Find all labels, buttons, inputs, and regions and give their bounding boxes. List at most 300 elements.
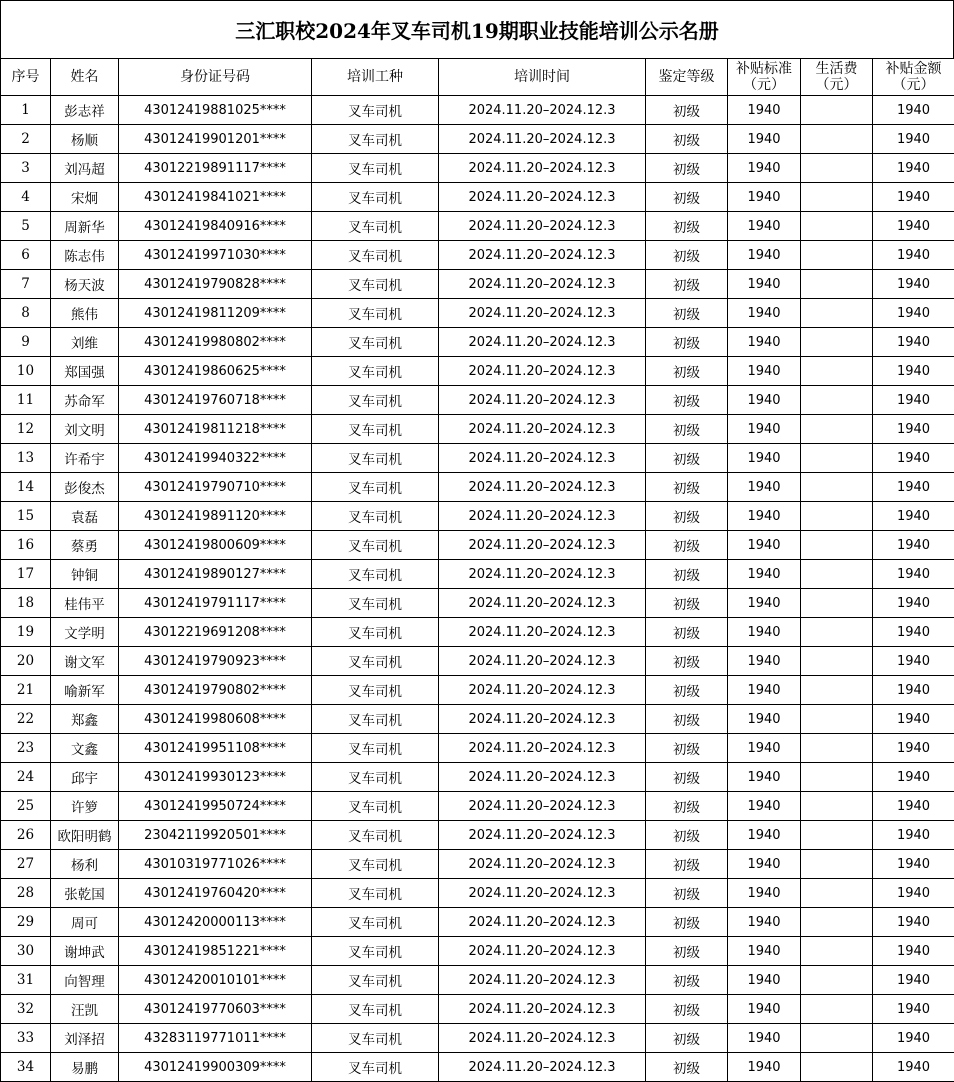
- cell-living-allowance: [801, 821, 873, 850]
- cell-living-allowance: [801, 763, 873, 792]
- cell-id-number: 43012219691208****: [119, 618, 312, 647]
- cell-trade: 叉车司机: [312, 966, 439, 995]
- cell-subsidy-amount: 1940: [873, 908, 954, 937]
- cell-subsidy-standard: 1940: [728, 531, 801, 560]
- cell-level: 初级: [646, 705, 728, 734]
- cell-trade: 叉车司机: [312, 618, 439, 647]
- cell-name: 袁磊: [51, 502, 119, 531]
- cell-subsidy-amount: 1940: [873, 1024, 954, 1053]
- cell-subsidy-standard: 1940: [728, 154, 801, 183]
- cell-training-period: 2024.11.20–2024.12.3: [439, 589, 646, 618]
- cell-training-period: 2024.11.20–2024.12.3: [439, 270, 646, 299]
- cell-trade: 叉车司机: [312, 589, 439, 618]
- cell-subsidy-standard: 1940: [728, 966, 801, 995]
- cell-id-number: 43012420000113****: [119, 908, 312, 937]
- cell-trade: 叉车司机: [312, 125, 439, 154]
- cell-living-allowance: [801, 299, 873, 328]
- cell-name: 欧阳明鹤: [51, 821, 119, 850]
- table-row: [1, 734, 954, 763]
- cell-subsidy-standard: 1940: [728, 212, 801, 241]
- cell-subsidy-amount: 1940: [873, 705, 954, 734]
- cell-name: 易鹏: [51, 1053, 119, 1082]
- cell-level: 初级: [646, 1024, 728, 1053]
- cell-living-allowance: [801, 1053, 873, 1082]
- cell-subsidy-amount: 1940: [873, 850, 954, 879]
- cell-training-period: 2024.11.20–2024.12.3: [439, 937, 646, 966]
- cell-living-allowance: [801, 154, 873, 183]
- cell-subsidy-standard: 1940: [728, 241, 801, 270]
- cell-living-allowance: [801, 328, 873, 357]
- cell-living-allowance: [801, 676, 873, 705]
- cell-subsidy-amount: 1940: [873, 183, 954, 212]
- cell-id-number: 43012419940322****: [119, 444, 312, 473]
- cell-level: 初级: [646, 589, 728, 618]
- cell-subsidy-standard: 1940: [728, 560, 801, 589]
- cell-subsidy-amount: 1940: [873, 676, 954, 705]
- cell-living-allowance: [801, 125, 873, 154]
- table-row: [1, 386, 954, 415]
- header-subsidy-standard: 补贴标准（元）: [728, 59, 801, 96]
- cell-name: 刘文明: [51, 415, 119, 444]
- cell-name: 文鑫: [51, 734, 119, 763]
- cell-training-period: 2024.11.20–2024.12.3: [439, 676, 646, 705]
- cell-id-number: 23042119920501****: [119, 821, 312, 850]
- cell-level: 初级: [646, 125, 728, 154]
- cell-name: 向智理: [51, 966, 119, 995]
- cell-living-allowance: [801, 705, 873, 734]
- cell-name: 陈志伟: [51, 241, 119, 270]
- cell-subsidy-amount: 1940: [873, 1053, 954, 1082]
- cell-name: 张乾国: [51, 879, 119, 908]
- cell-subsidy-amount: 1940: [873, 415, 954, 444]
- cell-name: 刘泽招: [51, 1024, 119, 1053]
- table-row: [1, 531, 954, 560]
- cell-id-number: 43012419851221****: [119, 937, 312, 966]
- cell-training-period: 2024.11.20–2024.12.3: [439, 357, 646, 386]
- cell-seq: 32: [1, 995, 51, 1024]
- cell-level: 初级: [646, 879, 728, 908]
- cell-training-period: 2024.11.20–2024.12.3: [439, 1024, 646, 1053]
- table-row: [1, 183, 954, 212]
- cell-subsidy-standard: 1940: [728, 705, 801, 734]
- cell-subsidy-standard: 1940: [728, 763, 801, 792]
- cell-living-allowance: [801, 734, 873, 763]
- cell-training-period: 2024.11.20–2024.12.3: [439, 1053, 646, 1082]
- cell-level: 初级: [646, 763, 728, 792]
- table-row: [1, 212, 954, 241]
- cell-training-period: 2024.11.20–2024.12.3: [439, 792, 646, 821]
- header-trade: 培训工种: [312, 59, 439, 96]
- cell-id-number: 43012419841021****: [119, 183, 312, 212]
- cell-seq: 29: [1, 908, 51, 937]
- cell-living-allowance: [801, 183, 873, 212]
- cell-level: 初级: [646, 270, 728, 299]
- cell-living-allowance: [801, 589, 873, 618]
- header-name: 姓名: [51, 59, 119, 96]
- cell-subsidy-amount: 1940: [873, 763, 954, 792]
- table-row: [1, 1053, 954, 1082]
- cell-seq: 12: [1, 415, 51, 444]
- cell-trade: 叉车司机: [312, 879, 439, 908]
- cell-subsidy-amount: 1940: [873, 154, 954, 183]
- cell-subsidy-amount: 1940: [873, 212, 954, 241]
- cell-level: 初级: [646, 96, 728, 125]
- cell-id-number: 43012419881025****: [119, 96, 312, 125]
- cell-id-number: 43012419790923****: [119, 647, 312, 676]
- table-row: [1, 154, 954, 183]
- table-row: [1, 270, 954, 299]
- cell-seq: 15: [1, 502, 51, 531]
- cell-subsidy-amount: 1940: [873, 995, 954, 1024]
- cell-subsidy-standard: 1940: [728, 502, 801, 531]
- cell-trade: 叉车司机: [312, 357, 439, 386]
- cell-living-allowance: [801, 560, 873, 589]
- cell-seq: 17: [1, 560, 51, 589]
- table-row: [1, 908, 954, 937]
- cell-id-number: 43012419791117****: [119, 589, 312, 618]
- cell-subsidy-amount: 1940: [873, 502, 954, 531]
- cell-level: 初级: [646, 850, 728, 879]
- cell-subsidy-standard: 1940: [728, 618, 801, 647]
- cell-trade: 叉车司机: [312, 763, 439, 792]
- cell-training-period: 2024.11.20–2024.12.3: [439, 415, 646, 444]
- cell-level: 初级: [646, 444, 728, 473]
- cell-name: 苏命军: [51, 386, 119, 415]
- cell-trade: 叉车司机: [312, 241, 439, 270]
- cell-living-allowance: [801, 241, 873, 270]
- table-row: [1, 415, 954, 444]
- cell-trade: 叉车司机: [312, 299, 439, 328]
- table-header-row: [1, 59, 954, 96]
- cell-trade: 叉车司机: [312, 1024, 439, 1053]
- table-row: [1, 792, 954, 821]
- cell-seq: 33: [1, 1024, 51, 1053]
- cell-training-period: 2024.11.20–2024.12.3: [439, 966, 646, 995]
- cell-name: 宋炯: [51, 183, 119, 212]
- cell-seq: 1: [1, 96, 51, 125]
- cell-seq: 14: [1, 473, 51, 502]
- cell-subsidy-standard: 1940: [728, 270, 801, 299]
- table-row: [1, 647, 954, 676]
- cell-training-period: 2024.11.20–2024.12.3: [439, 299, 646, 328]
- cell-trade: 叉车司机: [312, 937, 439, 966]
- header-id-number: 身份证号码: [119, 59, 312, 96]
- cell-name: 杨顺: [51, 125, 119, 154]
- cell-trade: 叉车司机: [312, 473, 439, 502]
- cell-subsidy-standard: 1940: [728, 299, 801, 328]
- cell-level: 初级: [646, 154, 728, 183]
- cell-id-number: 43012419950724****: [119, 792, 312, 821]
- cell-subsidy-amount: 1940: [873, 328, 954, 357]
- cell-seq: 11: [1, 386, 51, 415]
- cell-training-period: 2024.11.20–2024.12.3: [439, 212, 646, 241]
- cell-level: 初级: [646, 386, 728, 415]
- cell-seq: 34: [1, 1053, 51, 1082]
- cell-subsidy-amount: 1940: [873, 299, 954, 328]
- cell-subsidy-amount: 1940: [873, 821, 954, 850]
- table-row: [1, 995, 954, 1024]
- cell-name: 刘维: [51, 328, 119, 357]
- cell-level: 初级: [646, 734, 728, 763]
- cell-level: 初级: [646, 531, 728, 560]
- table-row: [1, 125, 954, 154]
- cell-subsidy-standard: 1940: [728, 792, 801, 821]
- cell-subsidy-standard: 1940: [728, 734, 801, 763]
- table-row: [1, 357, 954, 386]
- cell-trade: 叉车司机: [312, 1053, 439, 1082]
- cell-subsidy-amount: 1940: [873, 270, 954, 299]
- cell-level: 初级: [646, 908, 728, 937]
- cell-id-number: 43012419900309****: [119, 1053, 312, 1082]
- cell-name: 桂伟平: [51, 589, 119, 618]
- cell-trade: 叉车司机: [312, 96, 439, 125]
- cell-name: 邱宇: [51, 763, 119, 792]
- cell-name: 许希宇: [51, 444, 119, 473]
- cell-name: 谢文军: [51, 647, 119, 676]
- table-row: [1, 821, 954, 850]
- table-row: [1, 560, 954, 589]
- cell-trade: 叉车司机: [312, 734, 439, 763]
- cell-living-allowance: [801, 270, 873, 299]
- cell-seq: 5: [1, 212, 51, 241]
- table-row: [1, 473, 954, 502]
- cell-living-allowance: [801, 879, 873, 908]
- cell-training-period: 2024.11.20–2024.12.3: [439, 908, 646, 937]
- cell-living-allowance: [801, 908, 873, 937]
- cell-subsidy-amount: 1940: [873, 966, 954, 995]
- cell-seq: 18: [1, 589, 51, 618]
- cell-training-period: 2024.11.20–2024.12.3: [439, 473, 646, 502]
- cell-subsidy-standard: 1940: [728, 357, 801, 386]
- table-row: [1, 618, 954, 647]
- cell-level: 初级: [646, 328, 728, 357]
- cell-subsidy-amount: 1940: [873, 560, 954, 589]
- cell-subsidy-standard: 1940: [728, 386, 801, 415]
- table-row: [1, 705, 954, 734]
- table-row: [1, 328, 954, 357]
- cell-living-allowance: [801, 850, 873, 879]
- cell-seq: 20: [1, 647, 51, 676]
- cell-id-number: 43012419790710****: [119, 473, 312, 502]
- cell-trade: 叉车司机: [312, 212, 439, 241]
- cell-living-allowance: [801, 995, 873, 1024]
- cell-level: 初级: [646, 1053, 728, 1082]
- cell-subsidy-amount: 1940: [873, 473, 954, 502]
- cell-name: 喻新军: [51, 676, 119, 705]
- cell-living-allowance: [801, 357, 873, 386]
- cell-seq: 2: [1, 125, 51, 154]
- cell-training-period: 2024.11.20–2024.12.3: [439, 821, 646, 850]
- cell-training-period: 2024.11.20–2024.12.3: [439, 618, 646, 647]
- cell-name: 许箩: [51, 792, 119, 821]
- cell-id-number: 43012419901201****: [119, 125, 312, 154]
- cell-id-number: 43012419930123****: [119, 763, 312, 792]
- cell-training-period: 2024.11.20–2024.12.3: [439, 125, 646, 154]
- cell-subsidy-amount: 1940: [873, 937, 954, 966]
- cell-level: 初级: [646, 676, 728, 705]
- cell-trade: 叉车司机: [312, 270, 439, 299]
- table-row: [1, 879, 954, 908]
- table-row: [1, 589, 954, 618]
- cell-id-number: 43012419980802****: [119, 328, 312, 357]
- cell-trade: 叉车司机: [312, 850, 439, 879]
- cell-trade: 叉车司机: [312, 821, 439, 850]
- cell-level: 初级: [646, 502, 728, 531]
- cell-seq: 24: [1, 763, 51, 792]
- cell-subsidy-amount: 1940: [873, 96, 954, 125]
- cell-seq: 8: [1, 299, 51, 328]
- cell-name: 谢坤武: [51, 937, 119, 966]
- cell-trade: 叉车司机: [312, 386, 439, 415]
- table-row: [1, 763, 954, 792]
- cell-level: 初级: [646, 415, 728, 444]
- cell-living-allowance: [801, 531, 873, 560]
- table-body: [1, 96, 954, 1082]
- cell-subsidy-amount: 1940: [873, 444, 954, 473]
- cell-training-period: 2024.11.20–2024.12.3: [439, 995, 646, 1024]
- cell-name: 刘冯超: [51, 154, 119, 183]
- cell-subsidy-standard: 1940: [728, 995, 801, 1024]
- cell-level: 初级: [646, 299, 728, 328]
- header-living-allowance: 生活费（元）: [801, 59, 873, 96]
- cell-id-number: 43012419770603****: [119, 995, 312, 1024]
- cell-training-period: 2024.11.20–2024.12.3: [439, 705, 646, 734]
- cell-id-number: 43012419790828****: [119, 270, 312, 299]
- cell-id-number: 43012419790802****: [119, 676, 312, 705]
- cell-seq: 28: [1, 879, 51, 908]
- cell-trade: 叉车司机: [312, 502, 439, 531]
- cell-living-allowance: [801, 502, 873, 531]
- cell-trade: 叉车司机: [312, 444, 439, 473]
- cell-living-allowance: [801, 618, 873, 647]
- cell-living-allowance: [801, 386, 873, 415]
- cell-name: 钟铜: [51, 560, 119, 589]
- cell-living-allowance: [801, 415, 873, 444]
- cell-level: 初级: [646, 618, 728, 647]
- cell-subsidy-standard: 1940: [728, 473, 801, 502]
- cell-name: 熊伟: [51, 299, 119, 328]
- cell-trade: 叉车司机: [312, 415, 439, 444]
- cell-subsidy-standard: 1940: [728, 125, 801, 154]
- cell-subsidy-amount: 1940: [873, 734, 954, 763]
- header-training-period: 培训时间: [439, 59, 646, 96]
- cell-level: 初级: [646, 995, 728, 1024]
- cell-level: 初级: [646, 357, 728, 386]
- cell-subsidy-standard: 1940: [728, 821, 801, 850]
- cell-id-number: 43012419891120****: [119, 502, 312, 531]
- cell-training-period: 2024.11.20–2024.12.3: [439, 96, 646, 125]
- table-row: [1, 937, 954, 966]
- cell-trade: 叉车司机: [312, 531, 439, 560]
- cell-training-period: 2024.11.20–2024.12.3: [439, 444, 646, 473]
- table-row: [1, 444, 954, 473]
- cell-trade: 叉车司机: [312, 705, 439, 734]
- cell-level: 初级: [646, 241, 728, 270]
- cell-training-period: 2024.11.20–2024.12.3: [439, 734, 646, 763]
- table-row: [1, 676, 954, 705]
- cell-level: 初级: [646, 183, 728, 212]
- cell-trade: 叉车司机: [312, 154, 439, 183]
- cell-name: 周新华: [51, 212, 119, 241]
- cell-subsidy-standard: 1940: [728, 96, 801, 125]
- cell-seq: 30: [1, 937, 51, 966]
- roster-table: [0, 58, 954, 1082]
- cell-name: 周可: [51, 908, 119, 937]
- cell-training-period: 2024.11.20–2024.12.3: [439, 502, 646, 531]
- cell-training-period: 2024.11.20–2024.12.3: [439, 183, 646, 212]
- cell-trade: 叉车司机: [312, 183, 439, 212]
- cell-living-allowance: [801, 647, 873, 676]
- cell-trade: 叉车司机: [312, 647, 439, 676]
- cell-living-allowance: [801, 444, 873, 473]
- cell-subsidy-standard: 1940: [728, 415, 801, 444]
- header-seq: 序号: [1, 59, 51, 96]
- cell-level: 初级: [646, 212, 728, 241]
- cell-living-allowance: [801, 473, 873, 502]
- cell-seq: 9: [1, 328, 51, 357]
- cell-training-period: 2024.11.20–2024.12.3: [439, 154, 646, 183]
- cell-level: 初级: [646, 821, 728, 850]
- cell-seq: 4: [1, 183, 51, 212]
- cell-id-number: 43012419971030****: [119, 241, 312, 270]
- cell-id-number: 43012419860625****: [119, 357, 312, 386]
- cell-subsidy-standard: 1940: [728, 850, 801, 879]
- cell-seq: 22: [1, 705, 51, 734]
- cell-subsidy-amount: 1940: [873, 241, 954, 270]
- cell-subsidy-standard: 1940: [728, 879, 801, 908]
- cell-name: 杨利: [51, 850, 119, 879]
- table-row: [1, 966, 954, 995]
- cell-living-allowance: [801, 212, 873, 241]
- cell-seq: 7: [1, 270, 51, 299]
- cell-subsidy-standard: 1940: [728, 676, 801, 705]
- cell-trade: 叉车司机: [312, 676, 439, 705]
- cell-name: 郑国强: [51, 357, 119, 386]
- cell-id-number: 43012419760420****: [119, 879, 312, 908]
- cell-trade: 叉车司机: [312, 908, 439, 937]
- cell-training-period: 2024.11.20–2024.12.3: [439, 386, 646, 415]
- cell-seq: 21: [1, 676, 51, 705]
- header-level: 鉴定等级: [646, 59, 728, 96]
- cell-id-number: 43012419951108****: [119, 734, 312, 763]
- cell-subsidy-standard: 1940: [728, 647, 801, 676]
- cell-seq: 13: [1, 444, 51, 473]
- cell-training-period: 2024.11.20–2024.12.3: [439, 560, 646, 589]
- cell-subsidy-amount: 1940: [873, 589, 954, 618]
- cell-name: 文学明: [51, 618, 119, 647]
- cell-seq: 25: [1, 792, 51, 821]
- cell-trade: 叉车司机: [312, 995, 439, 1024]
- cell-training-period: 2024.11.20–2024.12.3: [439, 531, 646, 560]
- cell-id-number: 43012419760718****: [119, 386, 312, 415]
- cell-training-period: 2024.11.20–2024.12.3: [439, 647, 646, 676]
- cell-subsidy-standard: 1940: [728, 1024, 801, 1053]
- cell-level: 初级: [646, 473, 728, 502]
- cell-subsidy-standard: 1940: [728, 1053, 801, 1082]
- cell-name: 杨天波: [51, 270, 119, 299]
- cell-level: 初级: [646, 937, 728, 966]
- cell-seq: 6: [1, 241, 51, 270]
- cell-id-number: 43012420010101****: [119, 966, 312, 995]
- cell-name: 郑鑫: [51, 705, 119, 734]
- cell-name: 蔡勇: [51, 531, 119, 560]
- cell-subsidy-standard: 1940: [728, 937, 801, 966]
- cell-seq: 27: [1, 850, 51, 879]
- cell-id-number: 43012419800609****: [119, 531, 312, 560]
- cell-subsidy-standard: 1940: [728, 589, 801, 618]
- cell-living-allowance: [801, 966, 873, 995]
- cell-seq: 10: [1, 357, 51, 386]
